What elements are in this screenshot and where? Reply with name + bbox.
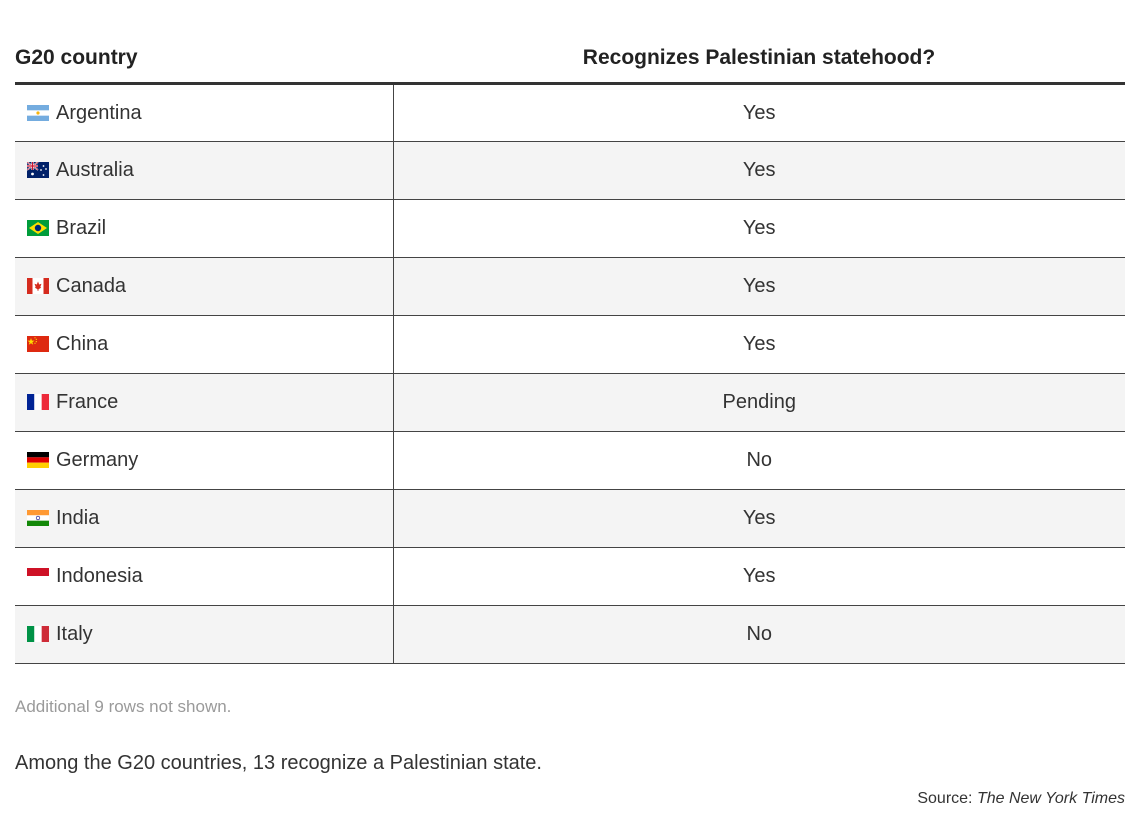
table-header-row (15, 0, 1125, 84)
source-prefix: Source: (917, 790, 977, 807)
rows-hidden-note: Additional 9 rows not shown. (15, 697, 232, 716)
country-cell (15, 200, 393, 258)
g20-recognition-table (15, 0, 1125, 664)
source-credit (917, 790, 1125, 808)
germany-flag-icon (27, 452, 49, 468)
country-cell (15, 548, 393, 606)
country-name: Brazil (56, 217, 107, 239)
country-name: China (56, 333, 109, 355)
recognition-status-cell: Yes (393, 200, 1125, 258)
table-row (15, 606, 1125, 664)
france-flag-icon (27, 394, 49, 410)
table-body (15, 84, 1125, 664)
india-flag-icon (27, 510, 49, 526)
country-name: Italy (56, 623, 93, 645)
table-row (15, 374, 1125, 432)
table-row (15, 258, 1125, 316)
column-header-recognition: Recognizes Palestinian statehood? (393, 0, 1125, 84)
indonesia-flag-icon (27, 568, 49, 584)
table-row (15, 432, 1125, 490)
canada-flag-icon (27, 278, 49, 294)
recognition-status-cell: No (393, 606, 1125, 664)
recognition-status-cell: Yes (393, 258, 1125, 316)
country-name: Canada (56, 275, 127, 297)
recognition-status-cell: Yes (393, 316, 1125, 374)
country-cell (15, 258, 393, 316)
country-cell (15, 490, 393, 548)
country-name: Argentina (56, 101, 142, 124)
table-row (15, 490, 1125, 548)
table-container (15, 0, 1125, 664)
recognition-status-cell: Pending (393, 374, 1125, 432)
country-cell (15, 142, 393, 200)
table-row (15, 84, 1125, 142)
recognition-status-cell: No (393, 432, 1125, 490)
source-name: The New York Times (976, 790, 1125, 807)
recognition-status-cell: Yes (393, 84, 1125, 142)
country-name: France (56, 391, 119, 413)
table-row (15, 316, 1125, 374)
country-name: Indonesia (56, 565, 143, 587)
australia-flag-icon (27, 162, 49, 178)
country-cell (15, 316, 393, 374)
column-header-country: G20 country (15, 0, 393, 84)
recognition-status-cell: Yes (393, 142, 1125, 200)
china-flag-icon (27, 336, 49, 352)
country-name: Australia (56, 159, 134, 181)
country-name: India (56, 507, 100, 529)
country-cell (15, 606, 393, 664)
italy-flag-icon (27, 626, 49, 642)
table-row (15, 548, 1125, 606)
argentina-flag-icon (27, 105, 49, 121)
table-row (15, 200, 1125, 258)
recognition-status-cell: Yes (393, 490, 1125, 548)
table-row (15, 142, 1125, 200)
brazil-flag-icon (27, 220, 49, 236)
country-cell (15, 374, 393, 432)
country-cell (15, 432, 393, 490)
recognition-status-cell: Yes (393, 548, 1125, 606)
caption-text: Among the G20 countries, 13 recognize a Palestinian state. (15, 752, 542, 774)
country-cell (15, 84, 393, 142)
country-name: Germany (56, 449, 139, 471)
